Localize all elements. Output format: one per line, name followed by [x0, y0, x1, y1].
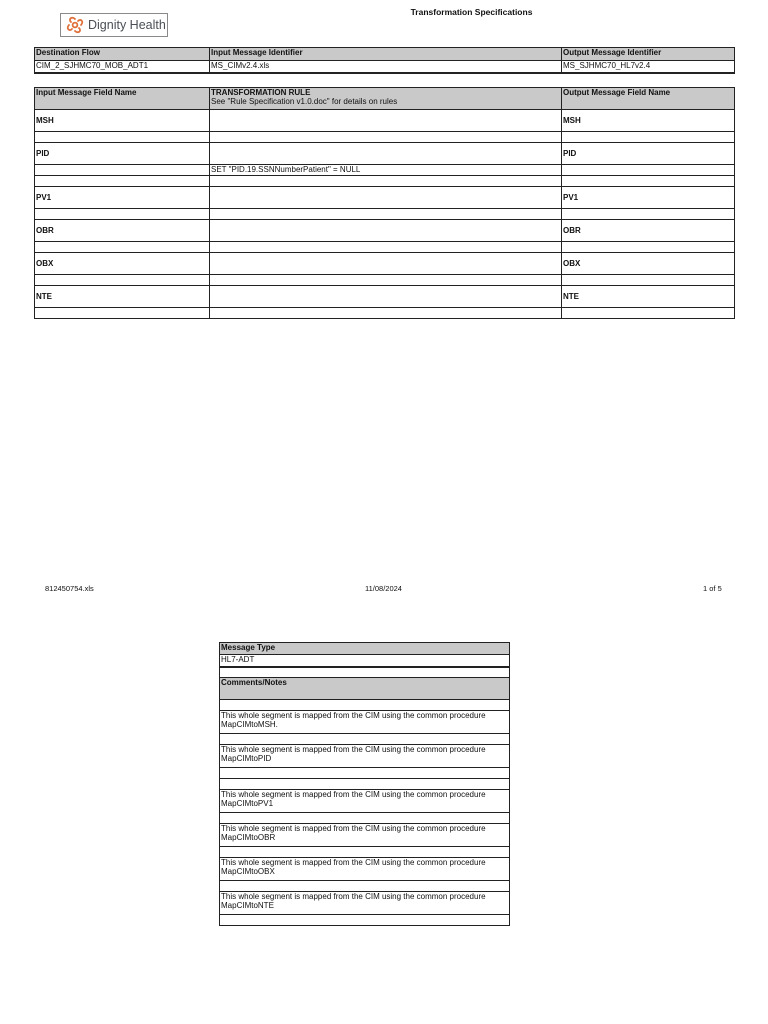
document-title: Transformation Specifications [410, 7, 533, 17]
pid-ssn-rule: SET "PID.19.SSNNumberPatient" = NULL [210, 165, 562, 176]
rule-cell [210, 110, 562, 132]
table-row [220, 858, 510, 881]
table-row [35, 165, 735, 176]
flow-value-row [35, 61, 735, 73]
table-row [35, 286, 735, 308]
table-row [220, 915, 510, 926]
input-segment-nte: NTE [35, 286, 210, 308]
table-row [35, 187, 735, 209]
table-row [220, 667, 510, 678]
table-row [220, 711, 510, 734]
output-segment-pid: PID [562, 143, 735, 165]
transformation-header-row [35, 88, 735, 110]
comments-notes-table [219, 642, 510, 926]
output-message-identifier-header: Output Message Identifier [562, 48, 735, 61]
table-row [35, 143, 735, 165]
input-segment-msh: MSH [35, 110, 210, 132]
table-row [35, 220, 735, 242]
input-message-identifier-header: Input Message Identifier [210, 48, 562, 61]
table-row [35, 209, 735, 220]
flow-header-row [35, 48, 735, 61]
note-obr: This whole segment is mapped from the CIM using the common procedure MapCIMtoOBR [220, 824, 510, 847]
input-field-name-header: Input Message Field Name [35, 88, 210, 110]
table-row [35, 110, 735, 132]
table-row [220, 790, 510, 813]
comments-notes-label: Comments/Notes [220, 678, 510, 700]
table-row [35, 242, 735, 253]
rule-cell [210, 286, 562, 308]
comments-header-row [220, 678, 510, 700]
table-row [220, 824, 510, 847]
rule-cell [210, 220, 562, 242]
table-row [35, 308, 735, 319]
destination-flow-value: CIM_2_SJHMC70_MOB_ADT1 [35, 61, 210, 73]
input-message-identifier-value: MS_CIMv2.4.xls [210, 61, 562, 73]
message-type-header-row [220, 643, 510, 655]
message-type-label: Message Type [220, 643, 510, 655]
note-msh: This whole segment is mapped from the CIM using the common procedure MapCIMtoMSH. [220, 711, 510, 734]
table-row [220, 745, 510, 768]
table-row [220, 700, 510, 711]
table-row [220, 734, 510, 745]
rule-cell [210, 143, 562, 165]
output-segment-obx: OBX [562, 253, 735, 275]
output-segment-pv1: PV1 [562, 187, 735, 209]
output-segment-nte: NTE [562, 286, 735, 308]
table-row [220, 892, 510, 915]
footer-date: 11/08/2024 [365, 584, 402, 593]
table-row [220, 847, 510, 858]
table-row [220, 768, 510, 779]
output-segment-msh: MSH [562, 110, 735, 132]
table-row [35, 132, 735, 143]
transformation-table [34, 87, 735, 319]
input-segment-obx: OBX [35, 253, 210, 275]
table-row [35, 176, 735, 187]
note-obx: This whole segment is mapped from the CIM using the common procedure MapCIMtoOBX [220, 858, 510, 881]
table-row [220, 779, 510, 790]
message-type-value: HL7-ADT [220, 655, 510, 667]
table-row [35, 253, 735, 275]
transformation-rule-header [210, 88, 562, 110]
table-row [220, 813, 510, 824]
input-segment-pid: PID [35, 143, 210, 165]
message-type-value-row [220, 655, 510, 667]
table-row [35, 275, 735, 286]
dignity-health-logo-icon [65, 15, 85, 35]
logo-text: Dignity Health [88, 18, 166, 32]
destination-flow-header: Destination Flow [35, 48, 210, 61]
note-pid: This whole segment is mapped from the CIM using the common procedure MapCIMtoPID [220, 745, 510, 768]
note-pv1: This whole segment is mapped from the CIM using the common procedure MapCIMtoPV1 [220, 790, 510, 813]
input-segment-obr: OBR [35, 220, 210, 242]
transformation-rule-subtitle: See "Rule Specification v1.0.doc" for details on rules [211, 97, 398, 106]
rule-cell [210, 187, 562, 209]
input-segment-pv1: PV1 [35, 187, 210, 209]
transformation-rule-title: TRANSFORMATION RULE [211, 88, 311, 97]
output-message-identifier-value: MS_SJHMC70_HL7v2.4 [562, 61, 735, 73]
footer-filename: 812450754.xls [45, 584, 94, 593]
output-field-name-header: Output Message Field Name [562, 88, 735, 110]
rule-cell [210, 253, 562, 275]
flow-identifier-table [34, 47, 735, 74]
output-segment-obr: OBR [562, 220, 735, 242]
table-row [220, 881, 510, 892]
note-nte: This whole segment is mapped from the CIM using the common procedure MapCIMtoNTE [220, 892, 510, 915]
footer-page-number: 1 of 5 [703, 584, 722, 593]
